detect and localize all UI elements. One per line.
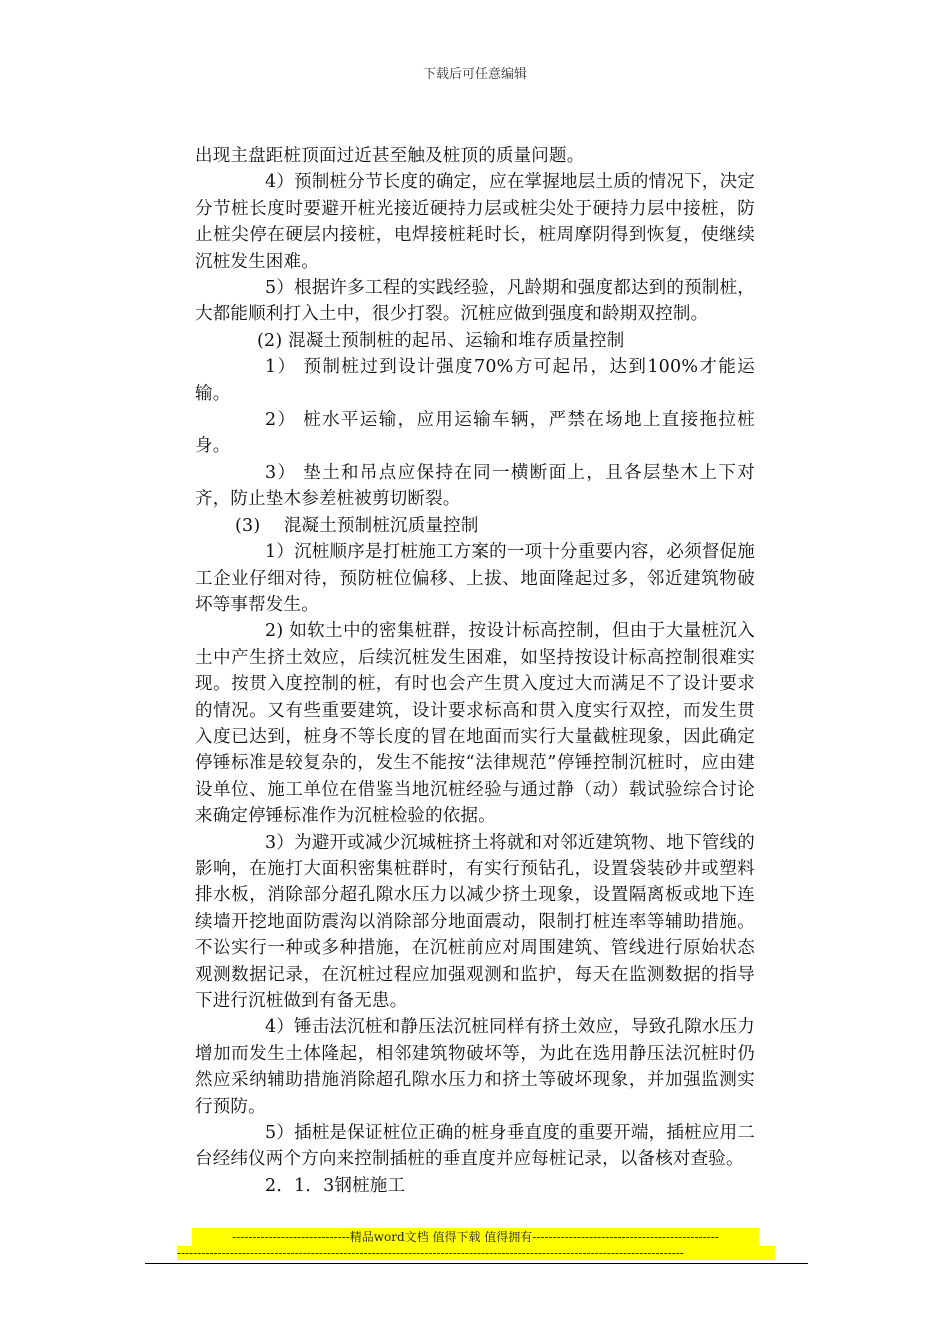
paragraph: 5）插桩是保证桩位正确的桩身垂直度的重要开端，插桩应用二台经纬仪两个方向来控制插桩的垂直度并应每桩记录，以备核对查验。 xyxy=(195,1123,755,1170)
document-body xyxy=(195,143,755,1199)
footer-banner-text: -----------------------------精品word文档 值得下载 值得拥有---------------------------------------------- xyxy=(232,1230,719,1244)
paragraph: 3） 垫土和吊点应保持在同一横断面上，且各层垫木上下对齐，防止垫木参差桩被剪切断裂。 xyxy=(195,462,755,510)
paragraph: 4）锤击法沉桩和静压法沉桩同样有挤土效应，导致孔隙水压力增加而发生土体隆起，相邻建筑物破坏等，为此在选用静压法沉桩时仍然应采纳辅助措施消除超孔隙水压力和挤土等破坏现象，并加强监测实行预防。 xyxy=(195,1017,755,1117)
footer-dash-line: ----------------------------------------------------------------------------------------------------------------------------- xyxy=(177,1246,684,1260)
paragraph: 3）为避开或减少沉城桩挤土将就和对邻近建筑物、地下管线的影响，在施打大面积密集桩群时，有实行预钻孔，设置袋装砂井或塑料排水板，消除部分超孔隙水压力以减少挤土现象，设置隔离板或地下连续墙开挖地面防震沟以消除部分地面震动，限制打桩连率等辅助措施。不讼实行一种或多种措施，在沉桩前应对周围建筑、管线进行原始状态观测数据记录，在沉桩过程应加强观测和监护，每天在监测数据的指导下进行沉桩做到有备无患。 xyxy=(195,832,755,1011)
page-header: 下载后可任意编辑 xyxy=(422,67,527,82)
section-heading: 2．1．3钢桩施工 xyxy=(265,1175,406,1196)
paragraph: 2) 如软土中的密集桩群，按设计标高控制，但由于大量桩沉入土中产生挤土效应，后续沉桩发生困难，如坚持按设计标高控制很难实现。按贯入度控制的桩，有时也会产生贯入度过大而满足不了设计要求的情况。又有些重要建筑，设计要求标高和贯入度实行双控，而发生贯入度已达到，桩身不等长度的冒在地面而实行大量截桩现象，因此确定停锤标准是较复杂的，发生不能按“法律规范”停锤控制沉桩时，应由建设单位、施工单位在借鉴当地沉桩经验与通过静（动）载试验综合讨论来确定停锤标准作为沉桩检验的依据。 xyxy=(195,621,755,827)
section-heading: (2) 混凝土预制桩的起吊、运输和堆存质量控制 xyxy=(257,330,625,351)
paragraph: 4）预制桩分节长度的确定，应在掌握地层土质的情况下，决定分节桩长度时要避开桩光接近硬持力层或桩尖处于硬持力层中接桩，防止桩尖停在硬层内接桩，电焊接桩耗时长，桩周摩阴得到恢复，使继续沉桩发生困难。 xyxy=(195,172,755,272)
paragraph: 1） 预制桩过到设计强度70%方可起吊，达到100%才能运输。 xyxy=(195,357,755,404)
footer-rule xyxy=(145,1263,808,1264)
paragraph: 2） 桩水平运输，应用运输车辆，严禁在场地上直接拖拉桩身。 xyxy=(195,410,755,457)
paragraph: 1）沉桩顺序是打桩施工方案的一项十分重要内容，必须督促施工企业仔细对待，预防桩位偏移、上拔、地面隆起过多，邻近建筑物破坏等事帮发生。 xyxy=(195,542,755,615)
section-heading: (3) 混凝土预制桩沉质量控制 xyxy=(235,515,479,536)
paragraph: 出现主盘距桩顶面过近甚至触及桩顶的质量问题。 xyxy=(195,146,585,166)
paragraph: 5）根据许多工程的实践经验，凡龄期和强度都达到的预制桩，大都能顺利打入土中，很少打裂。沉桩应做到强度和龄期双控制。 xyxy=(195,278,755,325)
